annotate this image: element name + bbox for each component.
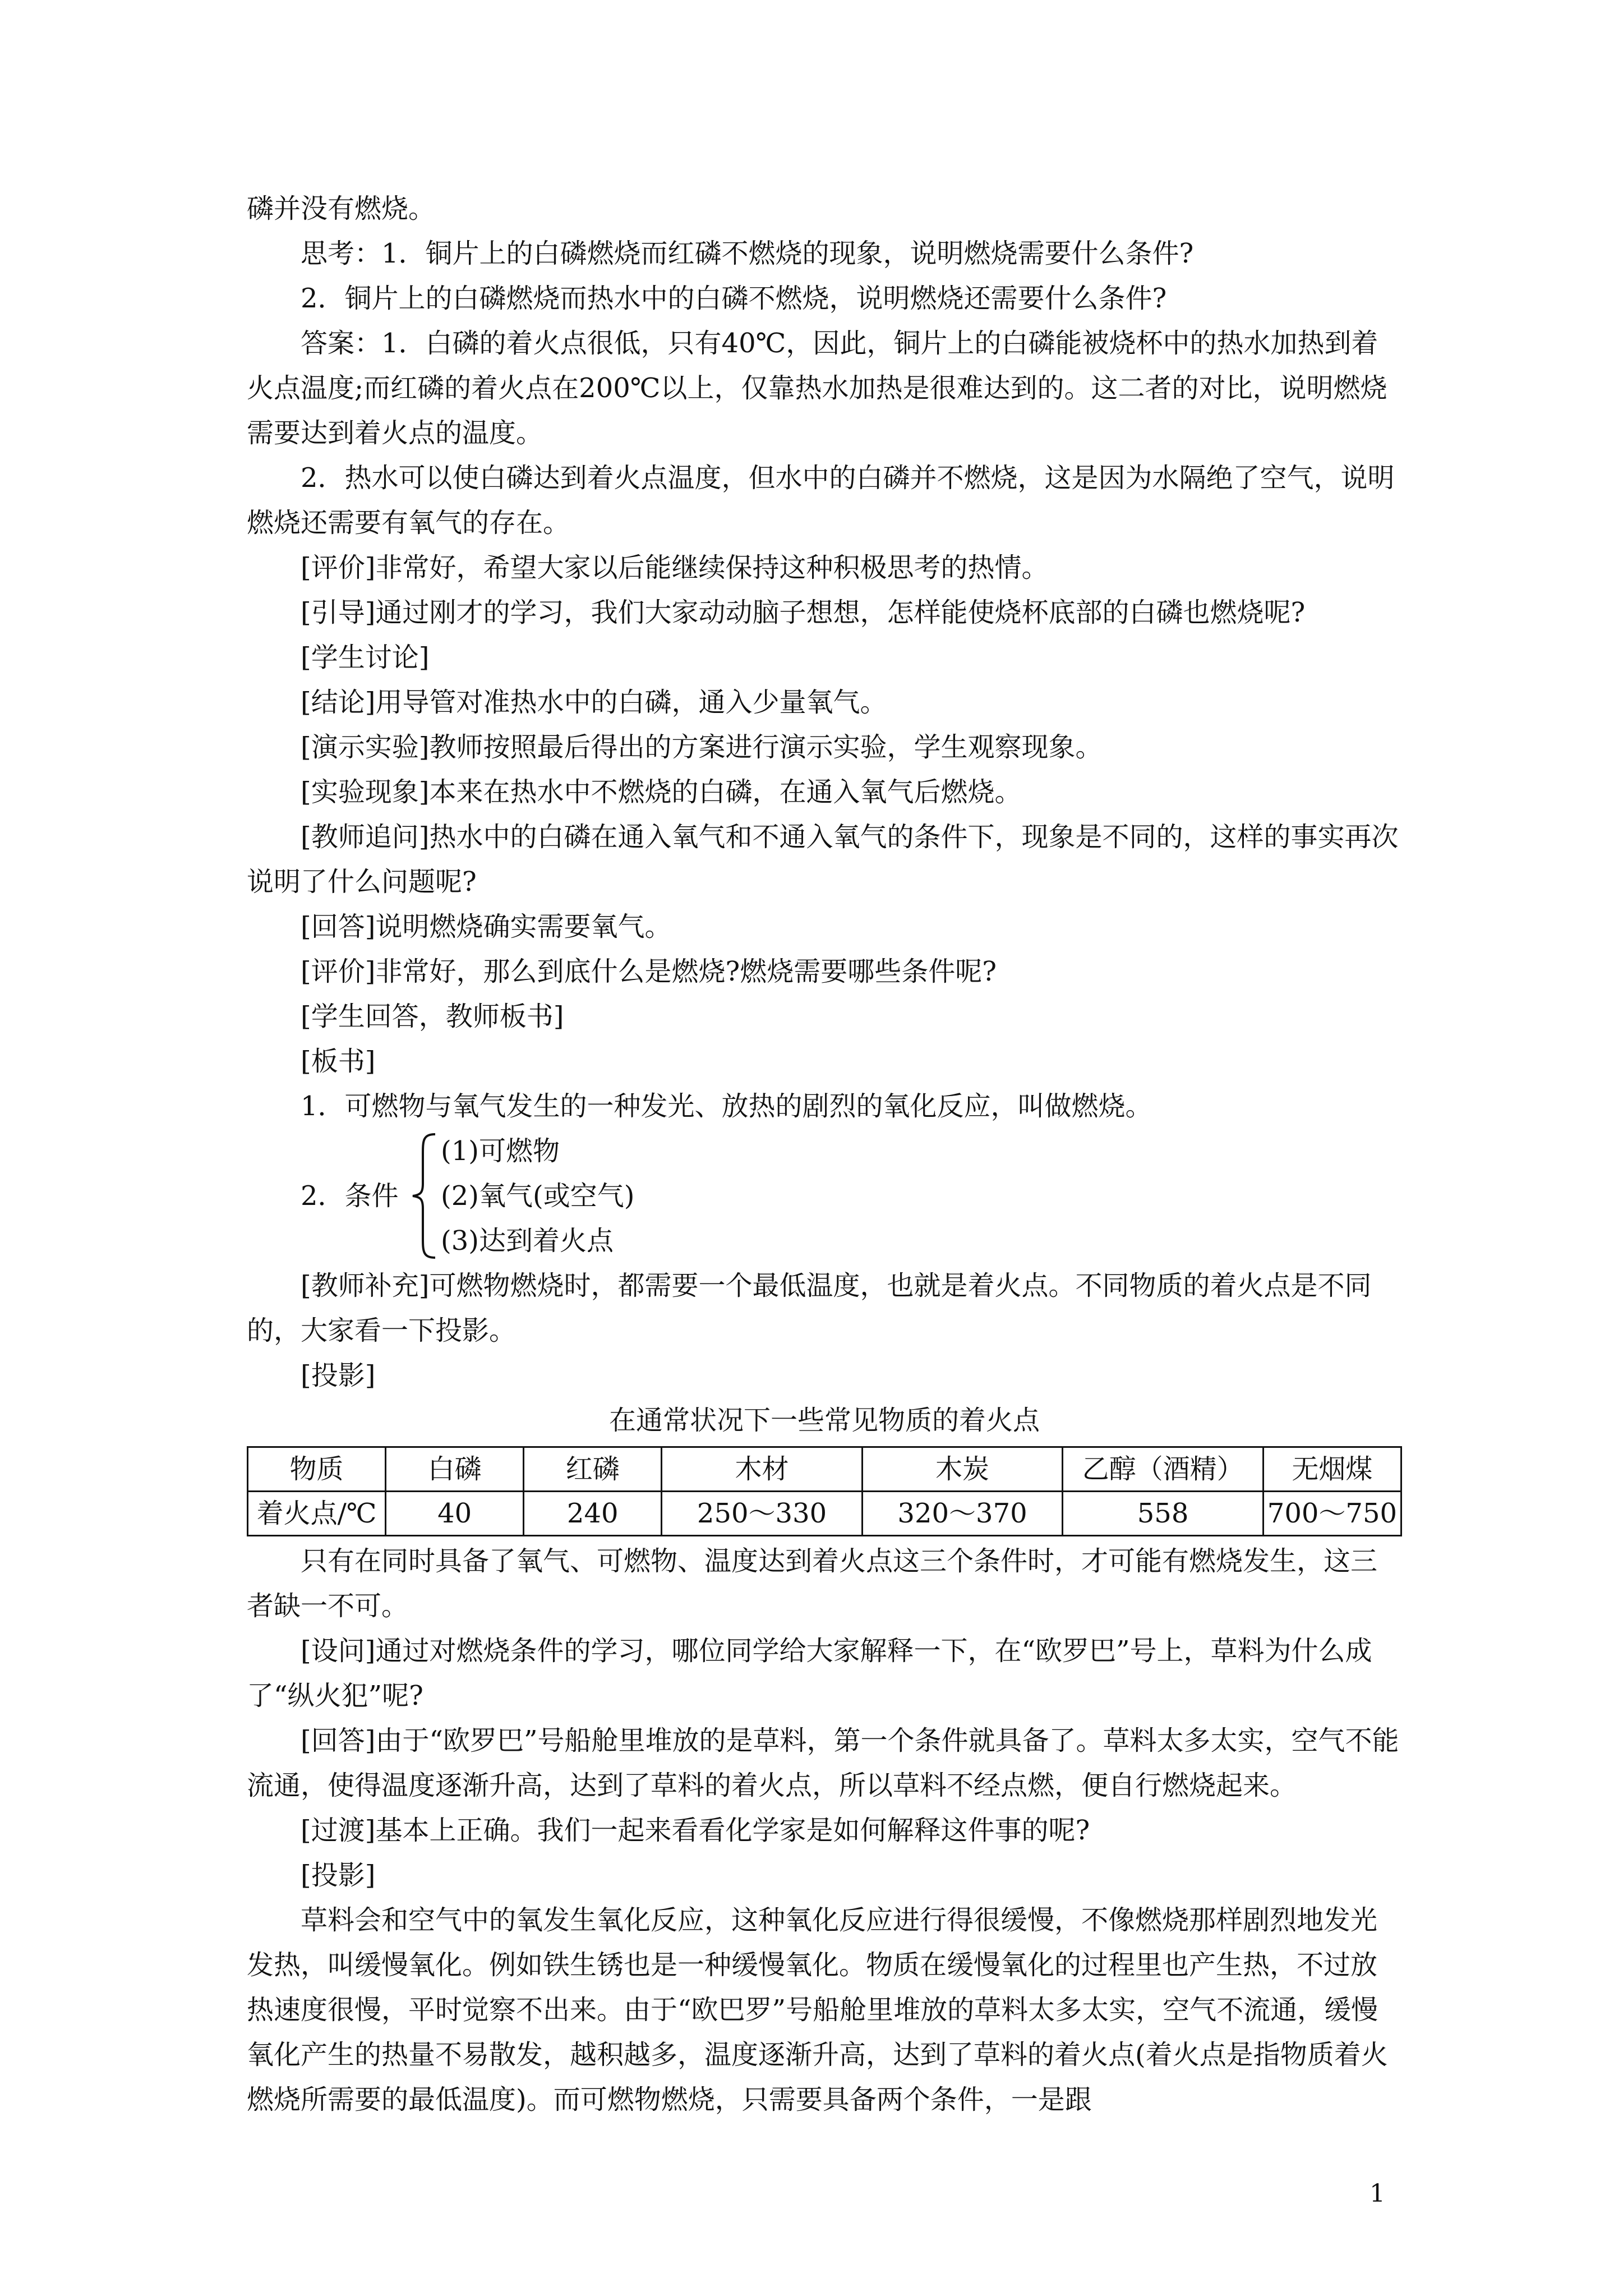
paragraph: 2．铜片上的白磷燃烧而热水中的白磷不燃烧，说明燃烧还需要什么条件?	[301, 283, 1167, 314]
table-cell: 240	[524, 1492, 662, 1536]
paragraph: [回答]说明燃烧确实需要氧气。	[301, 911, 672, 942]
condition-item: (1)可燃物	[441, 1135, 560, 1167]
paragraph: [设问]通过对燃烧条件的学习，哪位同学给大家解释一下，在“欧罗巴”号上，草料为什么成了“纵火犯”呢?	[247, 1635, 1372, 1711]
paragraph: [投影]	[301, 1860, 376, 1891]
table-cell: 700～750	[1263, 1492, 1401, 1536]
table-header-row	[248, 1447, 1401, 1492]
table-cell: 着火点/℃	[248, 1492, 386, 1536]
ignition-point-table	[247, 1446, 1402, 1536]
condition-item: (2)氧气(或空气)	[441, 1180, 635, 1212]
table-header-cell: 乙醇（酒精）	[1063, 1447, 1264, 1492]
paragraph: [结论]用导管对准热水中的白磷，通入少量氧气。	[301, 687, 887, 718]
page-number: 1	[1370, 2179, 1385, 2208]
paragraph: 磷并没有燃烧。	[247, 193, 436, 224]
left-brace-icon	[411, 1132, 437, 1260]
table-header-cell: 白磷	[386, 1447, 524, 1492]
paragraph: [教师追问]热水中的白磷在通入氧气和不通入氧气的条件下，现象是不同的，这样的事实再次说明了什么问题呢?	[247, 821, 1399, 898]
table-header-cell: 物质	[248, 1447, 386, 1492]
paragraph: [教师补充]可燃物燃烧时，都需要一个最低温度，也就是着火点。不同物质的着火点是不同的，大家看一下投影。	[247, 1270, 1372, 1346]
table-cell: 250～330	[662, 1492, 863, 1536]
document-page	[247, 186, 1402, 2122]
paragraph: [学生讨论]	[301, 642, 430, 673]
paragraph: 只有在同时具备了氧气、可燃物、温度达到着火点这三个条件时，才可能有燃烧发生，这三者缺一不可。	[247, 1545, 1378, 1622]
paragraph: 答案：1．白磷的着火点很低，只有40℃，因此，铜片上的白磷能被烧杯中的热水加热到着火点温度;而红磷的着火点在200℃以上，仅靠热水加热是很难达到的。这二者的对比，说明燃烧需要达到着火点的温度。	[247, 328, 1387, 449]
paragraph: [演示实验]教师按照最后得出的方案进行演示实验，学生观察现象。	[301, 731, 1103, 763]
conditions-block	[301, 1129, 1402, 1263]
paragraph: [实验现象]本来在热水中不燃烧的白磷，在通入氧气后燃烧。	[301, 776, 1022, 808]
paragraph: [评价]非常好，希望大家以后能继续保持这种积极思考的热情。	[301, 552, 1049, 583]
table-header-cell: 无烟煤	[1263, 1447, 1401, 1492]
paragraph: [学生回答，教师板书]	[301, 1001, 564, 1032]
table-cell: 40	[386, 1492, 524, 1536]
conditions-label: 2．条件	[301, 1180, 399, 1212]
paragraph: 草料会和空气中的氧发生氧化反应，这种氧化反应进行得很缓慢，不像燃烧那样剧烈地发光发热，叫缓慢氧化。例如铁生锈也是一种缓慢氧化。物质在缓慢氧化的过程里也产生热，不过放热速度很慢，平时觉察不出来。由于“欧巴罗”号船舱里堆放的草料太多太实，空气不流通，缓慢氧化产生的热量不易散发，越积越多，温度逐渐升高，达到了草料的着火点(着火点是指物质着火燃烧所需要的最低温度)。而可燃物燃烧，只需要具备两个条件，一是跟	[247, 1904, 1388, 2115]
paragraph: 思考：1．铜片上的白磷燃烧而红磷不燃烧的现象，说明燃烧需要什么条件?	[301, 238, 1194, 269]
table-header-cell: 木炭	[862, 1447, 1063, 1492]
table-header-cell: 木材	[662, 1447, 863, 1492]
paragraph: [过渡]基本上正确。我们一起来看看化学家是如何解释这件事的呢?	[301, 1815, 1090, 1846]
table-caption: 在通常状况下一些常见物质的着火点	[608, 1405, 1040, 1436]
table-row	[248, 1492, 1401, 1536]
paragraph: [回答]由于“欧罗巴”号船舱里堆放的是草料，第一个条件就具备了。草料太多太实，空气不能流通，使得温度逐渐升高，达到了草料的着火点，所以草料不经点燃，便自行燃烧起来。	[247, 1725, 1399, 1801]
paragraph: 1．可燃物与氧气发生的一种发光、放热的剧烈的氧化反应，叫做燃烧。	[301, 1091, 1152, 1122]
paragraph: 2．热水可以使白磷达到着火点温度，但水中的白磷并不燃烧，这是因为水隔绝了空气，说明燃烧还需要有氧气的存在。	[247, 462, 1395, 539]
paragraph: [引导]通过刚才的学习，我们大家动动脑子想想，怎样能使烧杯底部的白磷也燃烧呢?	[301, 597, 1306, 628]
table-cell: 558	[1063, 1492, 1264, 1536]
table-header-cell: 红磷	[524, 1447, 662, 1492]
table-cell: 320～370	[862, 1492, 1063, 1536]
paragraph: [投影]	[301, 1360, 376, 1391]
paragraph: [评价]非常好，那么到底什么是燃烧?燃烧需要哪些条件呢?	[301, 956, 997, 987]
paragraph: [板书]	[301, 1046, 376, 1077]
condition-item: (3)达到着火点	[441, 1225, 614, 1257]
